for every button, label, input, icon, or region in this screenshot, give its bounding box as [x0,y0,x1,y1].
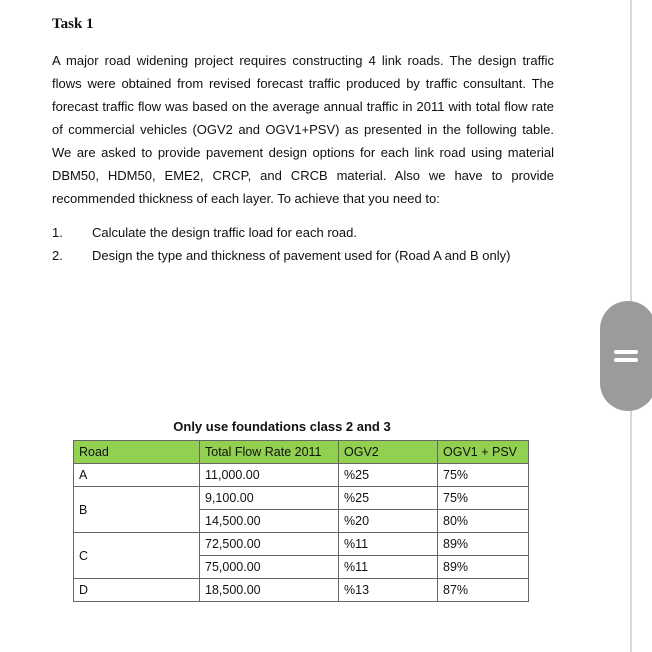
table-row [74,487,529,510]
traffic-table [73,440,529,602]
list-text: Calculate the design traffic load for each road. [92,225,357,240]
cell-road: B [74,487,200,533]
cell-ogv1-psv: 80% [438,510,529,533]
cell-ogv2: %13 [339,579,438,602]
list-item [52,248,510,263]
cell-road: C [74,533,200,579]
table-header-row [74,441,529,464]
cell-road: A [74,464,200,487]
cell-ogv2: %20 [339,510,438,533]
cell-ogv1-psv: 75% [438,464,529,487]
cell-flow: 14,500.00 [200,510,339,533]
list-text: Design the type and thickness of pavement used for (Road A and B only) [92,248,511,263]
cell-ogv2: %25 [339,487,438,510]
cell-ogv2: %25 [339,464,438,487]
list-item [52,225,357,240]
scroll-handle[interactable] [600,301,652,411]
cell-flow: 11,000.00 [200,464,339,487]
table-row [74,464,529,487]
table-row [74,579,529,602]
cell-ogv2: %11 [339,556,438,579]
cell-ogv1-psv: 89% [438,556,529,579]
cell-ogv1-psv: 87% [438,579,529,602]
header-ogv2: OGV2 [339,441,438,464]
cell-flow: 75,000.00 [200,556,339,579]
cell-ogv1-psv: 89% [438,533,529,556]
grip-icon [614,350,638,354]
list-number: 1. [52,225,63,240]
header-ogv1-psv: OGV1 + PSV [438,441,529,464]
cell-ogv2: %11 [339,533,438,556]
list-number: 2. [52,248,63,263]
cell-flow: 72,500.00 [200,533,339,556]
table-row [74,533,529,556]
task-title: Task 1 [52,16,94,32]
cell-road: D [74,579,200,602]
grip-icon [614,358,638,362]
header-road: Road [74,441,200,464]
table-caption: Only use foundations class 2 and 3 [173,419,391,434]
cell-ogv1-psv: 75% [438,487,529,510]
header-total-flow: Total Flow Rate 2011 [200,441,339,464]
task-description: A major road widening project requires constructing 4 link roads. The design traffic flows were obtained from revised forecast traffic produced by traffic consultant. The forecast traffic flow was based on the average annual traffic in 2011 with total flow rate of commercial vehicles (OGV2 and OGV1+PSV) as presented in the following table. We are asked to provide pavement design options for each link road using material DBM50, HDM50, EME2, CRCP, and CRCB material. Also we have to provide recommended thickness of each layer. To achieve that you need to: [52,53,554,206]
cell-flow: 18,500.00 [200,579,339,602]
cell-flow: 9,100.00 [200,487,339,510]
